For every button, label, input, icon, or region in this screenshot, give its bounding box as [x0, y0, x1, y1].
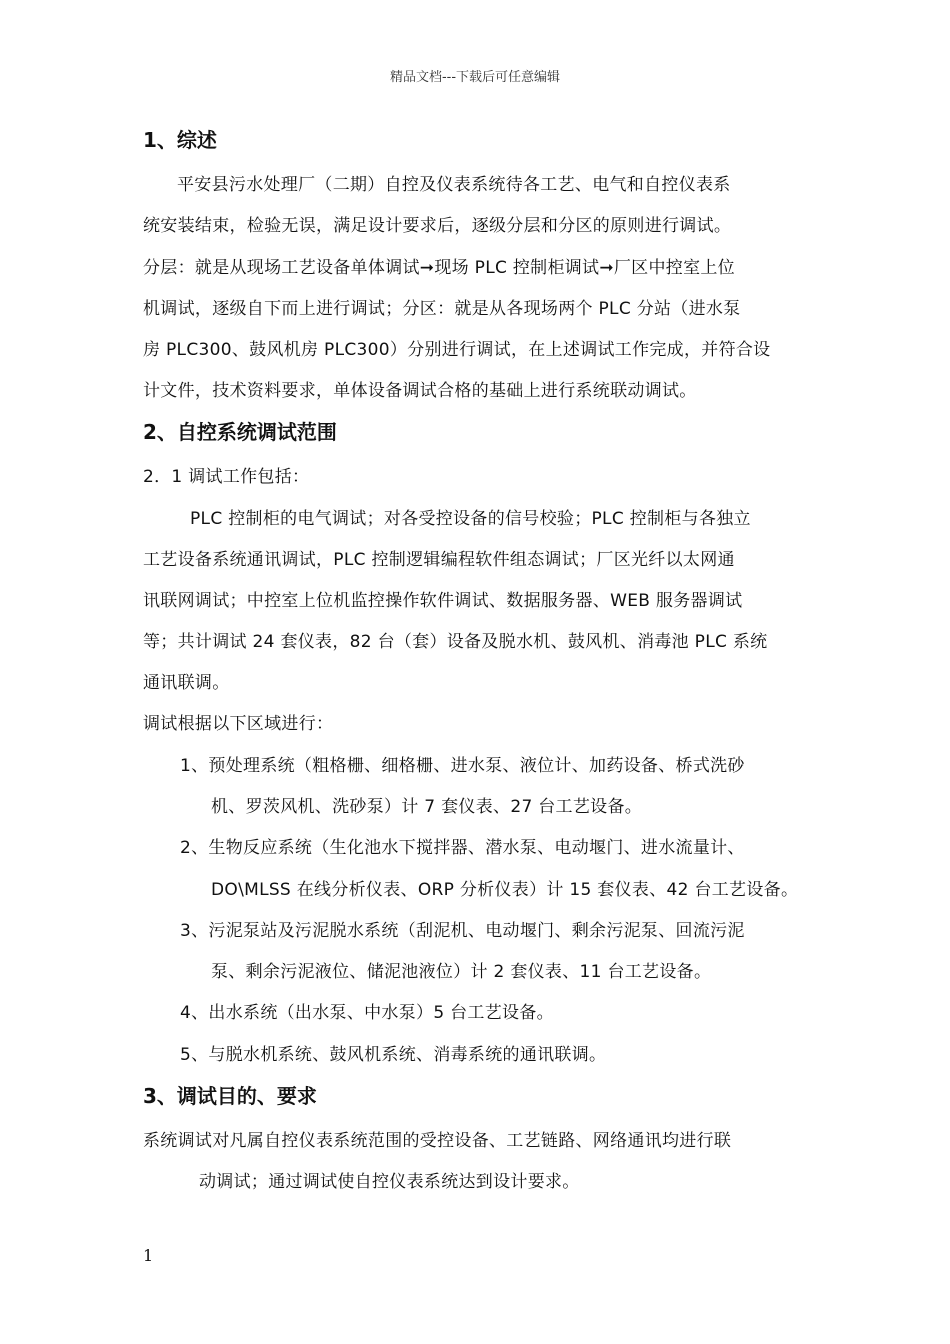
page-number: 1: [143, 1246, 154, 1265]
section-1-heading: 1、综述: [143, 128, 217, 152]
paragraph-line: 讯联网调试；中控室上位机监控操作软件调试、数据服务器、WEB 服务器调试: [143, 591, 743, 611]
page-header: 精品文档---下载后可任意编辑: [389, 70, 561, 85]
paragraph-line: 系统调试对凡属自控仪表系统范围的受控设备、工艺链路、网络通讯均进行联: [143, 1131, 732, 1151]
list-item: 3、污泥泵站及污泥脱水系统（刮泥机、电动堰门、剩余污泥泵、回流污泥: [180, 921, 745, 941]
section-2-heading: 2、自控系统调试范围: [143, 420, 337, 444]
paragraph-line: 工艺设备系统通讯调试，PLC 控制逻辑编程软件组态调试；厂区光纤以太网通: [143, 550, 735, 570]
section-2-1-subheading: 2．1 调试工作包括：: [143, 467, 310, 487]
list-item-continuation: 泵、剩余污泥液位、储泥池液位）计 2 套仪表、11 台工艺设备。: [211, 962, 712, 982]
paragraph-line: 机调试，逐级自下而上进行调试；分区：就是从各现场两个 PLC 分站（进水泵: [143, 299, 741, 319]
list-item: 2、生物反应系统（生化池水下搅拌器、潜水泵、电动堰门、进水流量计、: [180, 838, 745, 858]
list-item: 1、预处理系统（粗格栅、细格栅、进水泵、液位计、加药设备、桥式洗砂: [180, 756, 745, 776]
paragraph-line: 计文件，技术资料要求，单体设备调试合格的基础上进行系统联动调试。: [143, 381, 697, 401]
paragraph-line: 统安装结束，检验无误，满足设计要求后，逐级分层和分区的原则进行调试。: [143, 216, 732, 236]
paragraph-line: 分层：就是从现场工艺设备单体调试➞现场 PLC 控制柜调试➞厂区中控室上位: [143, 258, 735, 278]
list-item-continuation: DO\MLSS 在线分析仪表、ORP 分析仪表）计 15 套仪表、42 台工艺设备。: [211, 880, 799, 900]
section-3-heading: 3、调试目的、要求: [143, 1084, 317, 1108]
paragraph-line: 房 PLC300、鼓风机房 PLC300）分别进行调试，在上述调试工作完成，并符合设: [143, 340, 771, 360]
paragraph-line: 通讯联调。: [143, 673, 230, 693]
list-item: 4、出水系统（出水泵、中水泵）5 台工艺设备。: [180, 1003, 554, 1023]
list-item-continuation: 机、罗茨风机、洗砂泵）计 7 套仪表、27 台工艺设备。: [211, 797, 643, 817]
area-intro: 调试根据以下区域进行：: [143, 714, 334, 734]
list-item: 5、与脱水机系统、鼓风机系统、消毒系统的通讯联调。: [180, 1045, 607, 1065]
paragraph-line: PLC 控制柜的电气调试；对各受控设备的信号校验；PLC 控制柜与各独立: [190, 509, 751, 529]
paragraph-line: 等；共计调试 24 套仪表，82 台（套）设备及脱水机、鼓风机、消毒池 PLC 系统: [143, 632, 768, 652]
paragraph-line: 动调试；通过调试使自控仪表系统达到设计要求。: [199, 1172, 580, 1192]
paragraph-line: 平安县污水处理厂（二期）自控及仪表系统待各工艺、电气和自控仪表系: [177, 175, 731, 195]
